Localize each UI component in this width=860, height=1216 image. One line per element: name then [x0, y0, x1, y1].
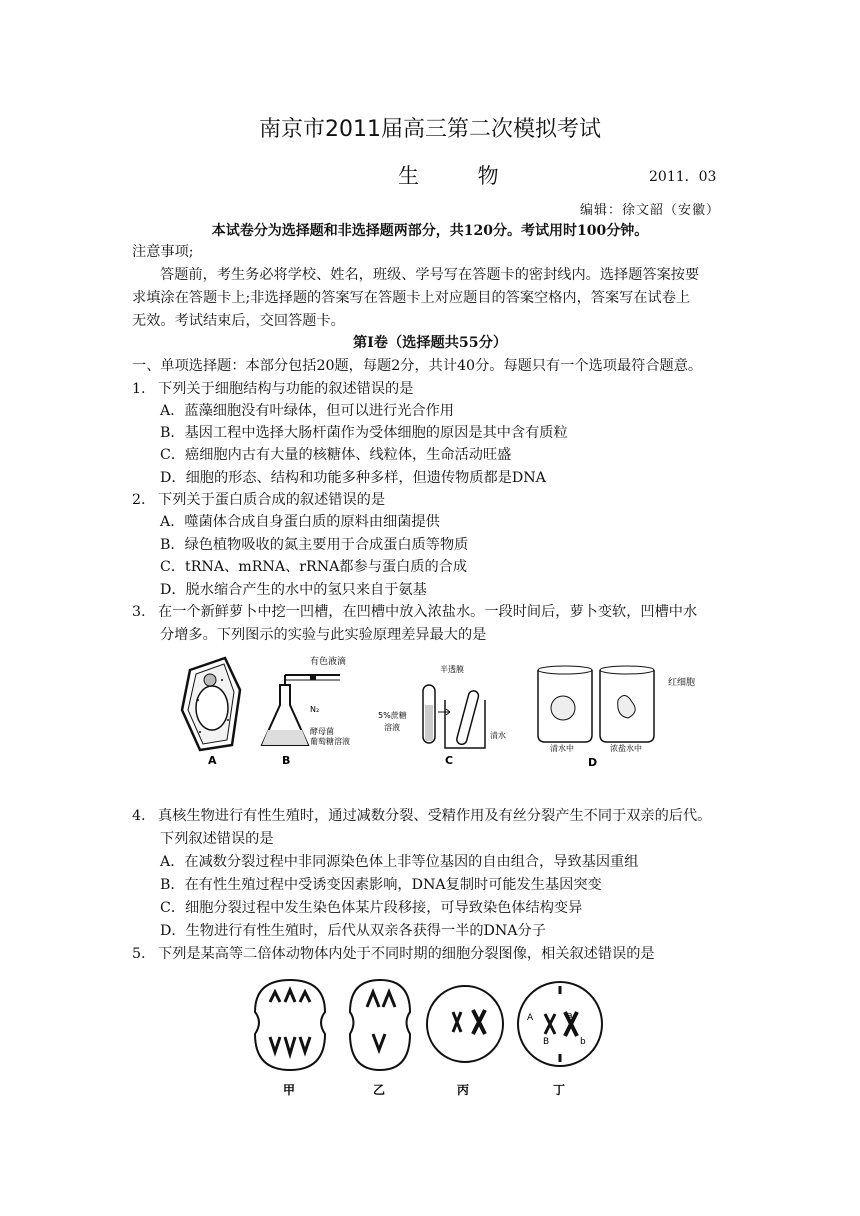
question-3-stem [132, 601, 697, 623]
question-5-stem [132, 943, 655, 965]
question-text: 下列是某高等二倍体动物体内处于不同时期的细胞分裂图像，相关叙述错误的是 [158, 946, 655, 962]
label-in-water: 清水中 [550, 744, 574, 753]
section-title: 第Ⅰ卷（选择题共55分） [352, 335, 508, 351]
option: B．绿色植物吸收的氮主要用于合成蛋白质等物质 [160, 537, 469, 553]
question-number: 1. [132, 381, 146, 397]
option: C．细胞分裂过程中发生染色体某片段移接，可导致染色体结构变异 [160, 900, 583, 916]
figure-q3 [170, 650, 710, 775]
exam-date: 2011．03 [649, 169, 717, 185]
cell-ding [518, 982, 602, 1066]
label-n2: N₂ [310, 705, 320, 714]
label-jia: 甲 [283, 1083, 296, 1097]
label-water-c: 清水 [490, 731, 506, 740]
question-text: 分增多。下列图示的实验与此实验原理差异最大的是 [160, 627, 487, 643]
cell-yi [350, 980, 410, 1070]
question-number: 3. [132, 604, 146, 620]
question-1-stem [132, 378, 413, 400]
gene-label: A [527, 1013, 534, 1023]
label-in-salt: 浓盐水中 [610, 744, 642, 753]
figure-label-c: C [445, 754, 454, 767]
label-yeast: 酵母菌 [310, 727, 334, 736]
gene-label: a [567, 1011, 573, 1021]
question-number: 5. [132, 946, 146, 962]
question-number: 2. [132, 492, 146, 508]
notice-line: 无效。考试结束后，交回答题卡。 [132, 313, 345, 329]
label-membrane: 半透膜 [440, 665, 464, 674]
question-2-stem [132, 489, 385, 511]
option: D．生物进行有性生殖时，后代从双亲各获得一半的DNA分子 [160, 923, 546, 939]
notice-label: 注意事项; [132, 244, 194, 260]
question-text: 下列关于蛋白质合成的叙述错误的是 [158, 492, 386, 508]
gene-label: B [543, 1037, 550, 1047]
option: A．蓝藻细胞没有叶绿体，但可以进行光合作用 [160, 403, 454, 419]
question-4-stem [132, 805, 711, 827]
label-glucose: 葡萄糖溶液 [310, 737, 350, 746]
figure-c-osmosis [423, 685, 485, 748]
label-yi: 乙 [373, 1083, 386, 1097]
question-text: 下列叙述错误的是 [160, 831, 274, 847]
label-sucrose-solution: 溶液 [384, 723, 400, 732]
option: C．tRNA、mRNA、rRNA都参与蛋白质的合成 [160, 559, 468, 575]
cell-bing [427, 986, 503, 1062]
option: B．基因工程中选择大肠杆菌作为受体细胞的原因是其中含有质粒 [160, 425, 568, 441]
figure-label-d: D [588, 756, 598, 769]
notice-line: 答题前，考生务必将学校、姓名，班级、学号写在答题卡的密封线内。选择题答案按要 [160, 267, 700, 283]
figure-label-a: A [208, 754, 217, 767]
exam-intro: 本试卷分为选择题和非选择题两部分，共120分。考试用时100分钟。 [211, 223, 649, 239]
label-droplet: 有色液滴 [310, 657, 347, 667]
figure-label-b: B [282, 754, 291, 767]
subject-title: 生 物 [398, 164, 525, 188]
editor-credit: 编辑：徐文韶（安徽） [580, 203, 721, 218]
option: A．噬菌体合成自身蛋白质的原料由细菌提供 [160, 514, 440, 530]
option: B．在有性生殖过程中受诱变因素影响，DNA复制时可能发生基因突变 [160, 877, 602, 893]
gene-label: b [580, 1037, 586, 1047]
label-bing: 丙 [457, 1083, 470, 1097]
option: D．细胞的形态、结构和功能多种多样，但遗传物质都是DNA [160, 470, 546, 486]
figure-d-beakers [538, 666, 654, 742]
section-instruction: 一、单项选择题：本部分包括20题，每题2分，共计40分。每题只有一个选项最符合题意。 [132, 358, 703, 374]
question-text: 下列关于细胞结构与功能的叙述错误的是 [158, 381, 414, 397]
label-sucrose: 5%蔗糖 [378, 711, 407, 720]
label-ding: 丁 [553, 1083, 566, 1097]
exam-title: 南京市2011届高三第二次模拟考试 [259, 117, 601, 142]
label-rbc: 红细胞 [668, 678, 696, 688]
cell-jia [255, 980, 325, 1070]
option: C．癌细胞内古有大量的核糖体、线粒体，生命活动旺盛 [160, 447, 512, 463]
question-text: 在一个新鲜萝卜中挖一凹槽，在凹槽中放入浓盐水。一段时间后，萝卜变软，凹槽中水 [158, 604, 698, 620]
figure-q5 [245, 972, 635, 1102]
figure-a-plant-cell [182, 658, 240, 750]
notice-line: 求填涂在答题卡上;非选择题的答案写在答题卡上对应题目的答案空格内，答案写在试卷上 [132, 290, 691, 306]
option: D．脱水缩合产生的水中的氢只来自于氨基 [160, 582, 427, 598]
question-text: 真核生物进行有性生殖时，通过减数分裂、受精作用及有丝分裂产生不同于双亲的后代。 [158, 808, 712, 824]
question-number: 4. [132, 808, 146, 824]
option: A．在减数分裂过程中非同源染色体上非等位基因的自由组合，导致基因重组 [160, 854, 639, 870]
